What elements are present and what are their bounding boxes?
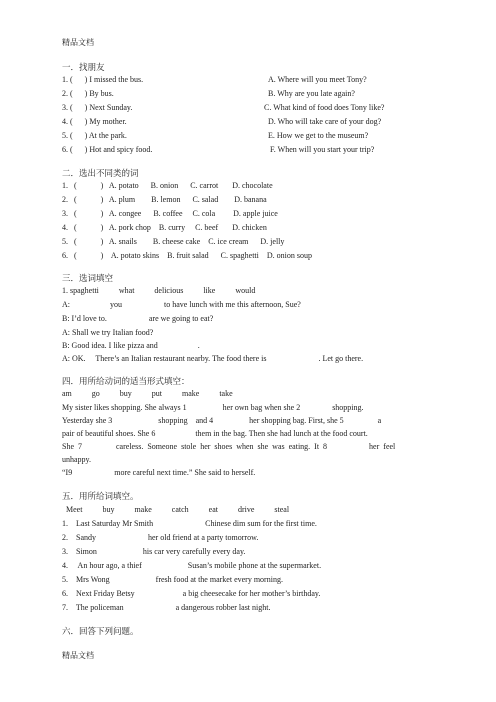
s4-line-6: “I9 more careful next time.” She said to herself. (62, 468, 256, 477)
s1-right-b: B. Why are you late again? (268, 89, 355, 98)
s2-row-1: 1. ( ) A. potato B. onion C. carrot D. chocolate (62, 181, 273, 190)
s2-row-2: 2. ( ) A. plum B. lemon C. salad D. banana (62, 195, 267, 204)
s1-right-f: F. When will you start your trip? (270, 145, 375, 154)
s2-row-3: 3. ( ) A. congee B. coffee C. cola D. apple juice (62, 209, 278, 218)
page-header: 精品文档 (62, 38, 94, 47)
s3-line-3: A: Shall we try Italian food? (62, 328, 154, 337)
section-6-title: 六．回答下列问题。 (62, 626, 139, 636)
section-4-title: 四．用所给动词的适当形式填空： (62, 376, 190, 386)
s1-left-2: 2. ( ) By bus. (62, 89, 114, 98)
s5-word-bank: Meet buy make catch eat drive steal (62, 505, 290, 514)
s3-line-2: B: I’d love to. are we going to eat? (62, 314, 214, 323)
s1-left-4: 4. ( ) My mother. (62, 117, 127, 126)
s1-left-3: 3. ( ) Next Sunday. (62, 103, 133, 112)
s5-line-3: 3. Simon his car very carefully every day. (62, 547, 246, 556)
section-3-title: 三．选词填空 (62, 273, 114, 283)
s3-word-bank: 1. spaghetti what delicious like would (62, 286, 256, 295)
s4-line-3: pair of beautiful shoes. She 6 them in the bag. Then she had lunch at the food court. (62, 429, 368, 438)
s1-left-1: 1. ( ) I missed the bus. (62, 75, 144, 84)
s4-line-4: She 7 careless. Someone stole her shoes when she was eating. It 8 her feel (62, 442, 396, 451)
section-2-title: 二．选出不同类的词 (62, 168, 139, 178)
s4-line-2: Yesterday she 3 shopping and 4 her shopping bag. First, she 5 a (62, 416, 382, 425)
s3-line-5: A: OK. There’s an Italian restaurant nearby. The food there is . Let go there. (62, 354, 364, 363)
s2-row-4: 4. ( ) A. pork chop B. curry C. beef D. chicken (62, 223, 267, 232)
s4-line-1: My sister likes shopping. She always 1 her own bag when she 2 shopping. (62, 403, 364, 412)
s1-right-c: C. What kind of food does Tony like? (264, 103, 385, 112)
s1-left-6: 6. ( ) Hot and spicy food. (62, 145, 153, 154)
s5-line-2: 2. Sandy her old friend at a party tomorrow. (62, 533, 259, 542)
s5-line-5: 5. Mrs Wong fresh food at the market every morning. (62, 575, 283, 584)
s1-left-5: 5. ( ) At the park. (62, 131, 127, 140)
section-5-title: 五．用所给词填空。 (62, 491, 139, 501)
page-footer: 精品文档 (62, 651, 94, 660)
s3-line-4: B: Good idea. I like pizza and . (62, 341, 200, 350)
section-1-title: 一．找朋友 (62, 62, 105, 72)
s5-line-7: 7. The policeman a dangerous robber last night. (62, 603, 271, 612)
s1-right-d: D. Who will take care of your dog? (268, 117, 382, 126)
s3-line-1: A: you to have lunch with me this afternoon, Sue? (62, 300, 301, 309)
s5-line-4: 4. An hour ago, a thief Susan’s mobile phone at the supermarket. (62, 561, 322, 570)
s2-row-6: 6. ( ) A. potato skins B. fruit salad C. spaghetti D. onion soup (62, 251, 312, 260)
s2-row-5: 5. ( ) A. snails B. cheese cake C. ice cream D. jelly (62, 237, 285, 246)
s4-word-bank: am go buy put make take (62, 389, 233, 398)
s4-line-5: unhappy. (62, 455, 92, 464)
s5-line-1: 1. Last Saturday Mr Smith Chinese dim sum for the first time. (62, 519, 317, 528)
s1-right-e: E. How we get to the museum? (268, 131, 369, 140)
s1-right-a: A. Where will you meet Tony? (268, 75, 367, 84)
s5-line-6: 6. Next Friday Betsy a big cheesecake for her mother’s birthday. (62, 589, 321, 598)
